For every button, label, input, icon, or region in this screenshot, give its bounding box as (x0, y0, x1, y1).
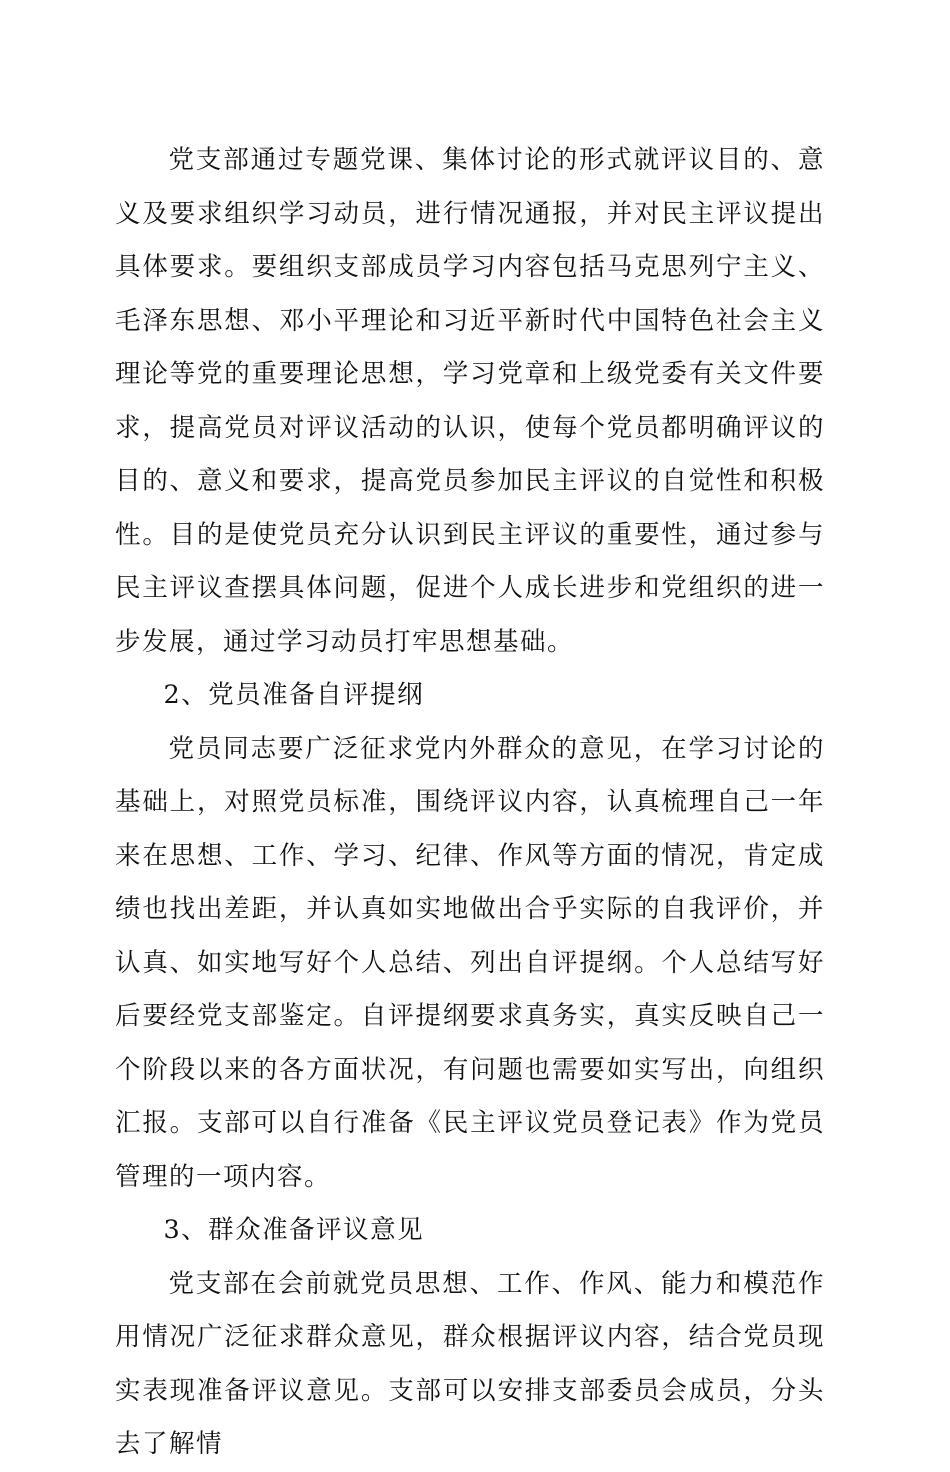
paragraph-self-evaluation: 党员同志要广泛征求党内外群众的意见，在学习讨论的基础上，对照党员标准，围绕评议内容，认真梳理自己一年来在思想、工作、学习、纪律、作风等方面的情况，肯定成绩也找出差距，并认真如实地做出合乎实际的自我评价，并认真、如实地写好个人总结、列出自评提纲。个人总结写好后要经党支部鉴定。自评提纲要求真务实，真实反映自己一个阶段以来的各方面状况，有问题也需要如实写出，向组织汇报。支部可以自行准备《民主评议党员登记表》作为党员管理的一项内容。 (115, 733, 825, 1192)
document-body (115, 134, 825, 1472)
paragraph-study-mobilization: 党支部通过专题党课、集体讨论的形式就评议目的、意义及要求组织学习动员，进行情况通报，并对民主评议提出具体要求。要组织支部成员学习内容包括马克思列宁主义、毛泽东思想、邓小平理论和习近平新时代中国特色社会主义理论等党的重要理论思想，学习党章和上级党委有关文件要求，提高党员对评议活动的认识，使每个党员都明确评议的目的、意义和要求，提高党员参加民主评议的自觉性和积极性。目的是使党员充分认识到民主评议的重要性，通过参与民主评议查摆具体问题，促进个人成长进步和党组织的进一步发展，通过学习动员打牢思想基础。 (115, 145, 825, 657)
paragraph-public-opinion: 党支部在会前就党员思想、工作、作风、能力和模范作用情况广泛征求群众意见，群众根据评议内容，结合党员现实表现准备评议意见。支部可以安排支部委员会成员，分头去了解情 (115, 1268, 825, 1459)
section-heading-public-opinion: 3、群众准备评议意见 (163, 1215, 425, 1245)
section-heading-self-evaluation: 2、党员准备自评提纲 (163, 680, 425, 710)
